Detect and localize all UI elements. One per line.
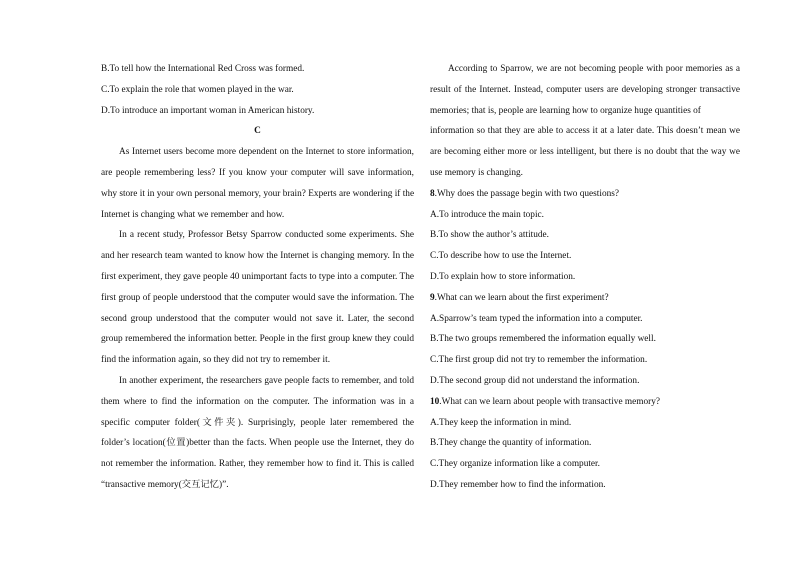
question-10: [430, 392, 740, 413]
passage-line: use memory is changing.: [430, 167, 523, 178]
passage-line: information so that they are able to access it at a later date. This doesn’t mean we: [430, 126, 740, 137]
question-8: [430, 184, 740, 205]
q8-option-b: B.To show the author’s attitude.: [430, 230, 549, 241]
option-b-prev: B.To tell how the International Red Cross was formed.: [101, 64, 305, 74]
section-label: C: [254, 126, 261, 137]
passage-line: As Internet users become more dependent on the Internet to store information,: [119, 147, 414, 158]
passage-line: are people remembering less? If you know your computer will save information,: [101, 167, 414, 178]
q10-option-d: D.They remember how to find the information.: [430, 479, 606, 490]
passage-line: folder’s location(位置)better than the facts. When people use the Internet, they do: [101, 438, 414, 449]
question-number: 8: [430, 188, 435, 199]
q8-option-c: C.To describe how to use the Internet.: [430, 251, 572, 262]
q9-option-c: C.The first group did not try to remember the information.: [430, 355, 648, 366]
passage-line: group remembered the information better. People in the first group knew they could: [101, 334, 414, 345]
right-column: [430, 59, 740, 496]
passage-line: find the information again, so they did not try to remember it.: [101, 355, 331, 366]
q9-option-a: A.Sparrow’s team typed the information into a computer.: [430, 313, 643, 324]
passage-line: In a recent study, Professor Betsy Sparrow conducted some experiments. She: [119, 230, 414, 241]
passage-line: them where to find the information on the computer. The information was in a: [101, 396, 414, 407]
passage-line: first experiment, they gave people 40 unimportant facts to type into a computer. The: [101, 271, 414, 282]
passage-line: first group of people understood that the computer would save the information. The: [101, 292, 414, 303]
passage-line: and her research team wanted to know how the Internet is changing memory. In the: [101, 251, 414, 262]
passage-line: “transactive memory(交互记忆)”.: [101, 479, 229, 490]
question-stem: .What can we learn about people with transactive memory?: [439, 396, 661, 407]
passage-line: specific computer folder(文件夹). Surprisingly, people later remembered the: [101, 417, 414, 428]
passage-line: According to Sparrow, we are not becoming people with poor memories as a: [448, 64, 740, 74]
question-stem: .What can we learn about the first experiment?: [434, 292, 609, 303]
question-number: 9: [430, 292, 435, 303]
passage-line: In another experiment, the researchers gave people facts to remember, and told: [119, 375, 414, 386]
passage-line: why store it in your own personal memory, your brain? Experts are wondering if the: [101, 188, 414, 199]
question-number: 10: [430, 396, 440, 407]
option-c-prev: C.To explain the role that women played in the war.: [101, 84, 294, 95]
left-column: [101, 59, 414, 496]
passage-line: memories; that is, people are learning how to organize huge quantities of: [430, 105, 701, 116]
question-9: [430, 288, 740, 309]
q8-option-d: D.To explain how to store information.: [430, 271, 576, 282]
passage-line: Internet is changing what we remember and how.: [101, 209, 285, 220]
q10-option-c: C.They organize information like a computer.: [430, 459, 600, 470]
passage-line: result of the Internet. Instead, computer users are developing stronger transactive: [430, 84, 740, 95]
q10-option-a: A.They keep the information in mind.: [430, 417, 572, 428]
q10-option-b: B.They change the quantity of information.: [430, 438, 592, 449]
passage-line: are becoming either more or less intelligent, but there is no doubt that the way we: [430, 147, 740, 158]
q9-option-b: B.The two groups remembered the information equally well.: [430, 334, 656, 345]
question-stem: .Why does the passage begin with two questions?: [434, 188, 620, 199]
passage-line: not remember the information. Rather, they remember how to find it. This is called: [101, 459, 414, 470]
q8-option-a: A.To introduce the main topic.: [430, 209, 544, 220]
q9-option-d: D.The second group did not understand the information.: [430, 375, 640, 386]
option-d-prev: D.To introduce an important woman in American history.: [101, 105, 315, 116]
passage-line: second group understood that the computer would not save it. Later, the second: [101, 313, 414, 324]
